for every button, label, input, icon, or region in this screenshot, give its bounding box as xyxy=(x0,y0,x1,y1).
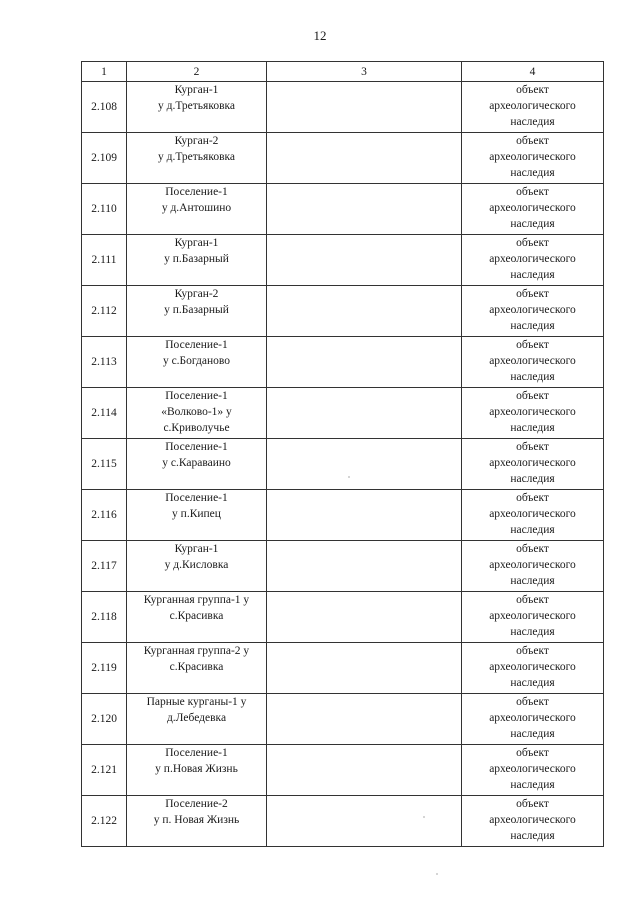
category-line: археологического xyxy=(489,100,576,112)
table-row xyxy=(82,796,604,847)
column-3-cell xyxy=(267,235,462,286)
category-line: археологического xyxy=(489,763,576,775)
category-cell xyxy=(462,694,604,745)
column-3-cell xyxy=(267,643,462,694)
category-cell xyxy=(462,184,604,235)
object-name-cell xyxy=(127,439,267,490)
table-row xyxy=(82,286,604,337)
category-line: наследия xyxy=(510,575,555,587)
object-name-cell xyxy=(127,643,267,694)
table-row xyxy=(82,184,604,235)
category-cell xyxy=(462,541,604,592)
category-line: объект xyxy=(516,84,549,96)
table-row xyxy=(82,337,604,388)
object-name-cell xyxy=(127,133,267,184)
object-name-line: Поселение-1 xyxy=(165,747,228,759)
object-name-line: Поселение-1 xyxy=(165,441,228,453)
category-line: наследия xyxy=(510,473,555,485)
header-row xyxy=(82,62,604,82)
row-number-cell: 2.108 xyxy=(82,82,127,133)
object-name-line: Курган-2 xyxy=(174,135,219,147)
table-row xyxy=(82,592,604,643)
object-name-line: Поселение-1 xyxy=(165,390,228,402)
column-header-3: 3 xyxy=(267,62,462,82)
table-row xyxy=(82,490,604,541)
category-line: археологического xyxy=(489,406,576,418)
scan-speck xyxy=(423,816,425,818)
category-line: наследия xyxy=(510,524,555,536)
table-row xyxy=(82,439,604,490)
category-line: объект xyxy=(516,594,549,606)
category-line: объект xyxy=(516,645,549,657)
scan-speck xyxy=(436,873,438,875)
row-number-cell: 2.119 xyxy=(82,643,127,694)
object-name-cell xyxy=(127,592,267,643)
object-name-line: у п.Базарный xyxy=(164,304,229,316)
category-line: археологического xyxy=(489,508,576,520)
object-name-line: Поселение-1 xyxy=(165,492,228,504)
object-name-line: с.Криволучье xyxy=(163,422,230,434)
row-number-cell: 2.110 xyxy=(82,184,127,235)
object-name-line: у п.Кипец xyxy=(172,508,221,520)
table-row xyxy=(82,133,604,184)
category-line: наследия xyxy=(510,779,555,791)
table-row xyxy=(82,388,604,439)
category-line: наследия xyxy=(510,218,555,230)
row-number-cell: 2.114 xyxy=(82,388,127,439)
column-3-cell xyxy=(267,82,462,133)
object-name-line: Поселение-1 xyxy=(165,339,228,351)
category-line: объект xyxy=(516,237,549,249)
category-cell xyxy=(462,643,604,694)
category-line: археологического xyxy=(489,457,576,469)
object-name-line: с.Красивка xyxy=(169,661,224,673)
category-cell xyxy=(462,235,604,286)
category-line: объект xyxy=(516,135,549,147)
category-line: археологического xyxy=(489,661,576,673)
object-name-cell xyxy=(127,337,267,388)
object-name-line: у с.Караваино xyxy=(162,457,231,469)
object-name-line: Курган-1 xyxy=(174,84,219,96)
table-row xyxy=(82,694,604,745)
column-3-cell xyxy=(267,490,462,541)
object-name-cell xyxy=(127,235,267,286)
category-line: наследия xyxy=(510,320,555,332)
row-number-cell: 2.115 xyxy=(82,439,127,490)
column-3-cell xyxy=(267,745,462,796)
category-line: наследия xyxy=(510,626,555,638)
column-3-cell xyxy=(267,133,462,184)
category-cell xyxy=(462,592,604,643)
category-cell xyxy=(462,133,604,184)
column-3-cell xyxy=(267,286,462,337)
category-line: археологического xyxy=(489,151,576,163)
category-cell xyxy=(462,745,604,796)
object-name-line: Парные курганы-1 у xyxy=(146,696,247,708)
category-line: объект xyxy=(516,186,549,198)
category-line: археологического xyxy=(489,253,576,265)
column-3-cell xyxy=(267,337,462,388)
category-line: объект xyxy=(516,441,549,453)
category-cell xyxy=(462,337,604,388)
category-cell xyxy=(462,490,604,541)
row-number-cell: 2.122 xyxy=(82,796,127,847)
row-number-cell: 2.121 xyxy=(82,745,127,796)
category-line: наследия xyxy=(510,269,555,281)
object-name-line: Курган-1 xyxy=(174,543,219,555)
object-name-line: Курган-1 xyxy=(174,237,219,249)
object-name-line: Поселение-2 xyxy=(165,798,228,810)
object-name-line: у п.Новая Жизнь xyxy=(155,763,238,775)
object-name-cell xyxy=(127,184,267,235)
category-line: наследия xyxy=(510,422,555,434)
object-name-cell xyxy=(127,541,267,592)
object-name-cell xyxy=(127,745,267,796)
column-3-cell xyxy=(267,541,462,592)
category-line: археологического xyxy=(489,559,576,571)
category-line: наследия xyxy=(510,167,555,179)
object-name-line: Курган-2 xyxy=(174,288,219,300)
category-cell xyxy=(462,286,604,337)
table-header xyxy=(82,62,604,82)
table-row xyxy=(82,82,604,133)
category-line: археологического xyxy=(489,814,576,826)
row-number-cell: 2.120 xyxy=(82,694,127,745)
object-name-line: с.Красивка xyxy=(169,610,224,622)
object-name-line: у д.Третьяковка xyxy=(157,100,236,112)
category-cell xyxy=(462,796,604,847)
category-line: объект xyxy=(516,390,549,402)
scan-speck xyxy=(348,476,350,478)
column-3-cell xyxy=(267,796,462,847)
object-name-line: у п.Базарный xyxy=(164,253,229,265)
column-3-cell xyxy=(267,388,462,439)
object-name-cell xyxy=(127,82,267,133)
object-name-cell xyxy=(127,286,267,337)
category-line: наследия xyxy=(510,830,555,842)
table-row xyxy=(82,643,604,694)
row-number-cell: 2.112 xyxy=(82,286,127,337)
category-line: археологического xyxy=(489,304,576,316)
object-name-line: Поселение-1 xyxy=(165,186,228,198)
row-number-cell: 2.111 xyxy=(82,235,127,286)
object-name-line: «Волково-1» у xyxy=(161,406,232,418)
table-row xyxy=(82,745,604,796)
row-number-cell: 2.117 xyxy=(82,541,127,592)
object-name-line: у д.Кисловка xyxy=(164,559,229,571)
category-line: объект xyxy=(516,543,549,555)
object-name-cell xyxy=(127,694,267,745)
category-line: археологического xyxy=(489,712,576,724)
category-line: наследия xyxy=(510,677,555,689)
object-name-line: д.Лебедевка xyxy=(166,712,227,724)
category-line: объект xyxy=(516,747,549,759)
category-line: наследия xyxy=(510,116,555,128)
category-line: наследия xyxy=(510,728,555,740)
row-number-cell: 2.118 xyxy=(82,592,127,643)
column-header-1: 1 xyxy=(82,62,127,82)
category-line: наследия xyxy=(510,371,555,383)
object-name-line: у п. Новая Жизнь xyxy=(153,814,240,826)
object-name-line: у д.Антошино xyxy=(161,202,232,214)
category-line: объект xyxy=(516,288,549,300)
table-row xyxy=(82,235,604,286)
page-number: 12 xyxy=(313,28,327,43)
object-name-line: Курганная группа-1 у xyxy=(143,594,250,606)
object-name-cell xyxy=(127,490,267,541)
category-line: объект xyxy=(516,339,549,351)
category-line: объект xyxy=(516,492,549,504)
heritage-objects-table xyxy=(81,61,604,847)
category-line: объект xyxy=(516,798,549,810)
category-cell xyxy=(462,82,604,133)
category-cell xyxy=(462,388,604,439)
table-row xyxy=(82,541,604,592)
category-line: объект xyxy=(516,696,549,708)
category-line: археологического xyxy=(489,202,576,214)
category-cell xyxy=(462,439,604,490)
category-line: археологического xyxy=(489,355,576,367)
object-name-cell xyxy=(127,796,267,847)
object-name-line: Курганная группа-2 у xyxy=(143,645,250,657)
column-header-2: 2 xyxy=(127,62,267,82)
column-3-cell xyxy=(267,694,462,745)
row-number-cell: 2.113 xyxy=(82,337,127,388)
column-3-cell xyxy=(267,592,462,643)
column-header-4: 4 xyxy=(462,62,604,82)
table-body xyxy=(82,82,604,847)
object-name-line: у с.Богданово xyxy=(162,355,231,367)
category-line: археологического xyxy=(489,610,576,622)
row-number-cell: 2.116 xyxy=(82,490,127,541)
object-name-cell xyxy=(127,388,267,439)
row-number-cell: 2.109 xyxy=(82,133,127,184)
column-3-cell xyxy=(267,184,462,235)
object-name-line: у д.Третьяковка xyxy=(157,151,236,163)
column-3-cell xyxy=(267,439,462,490)
